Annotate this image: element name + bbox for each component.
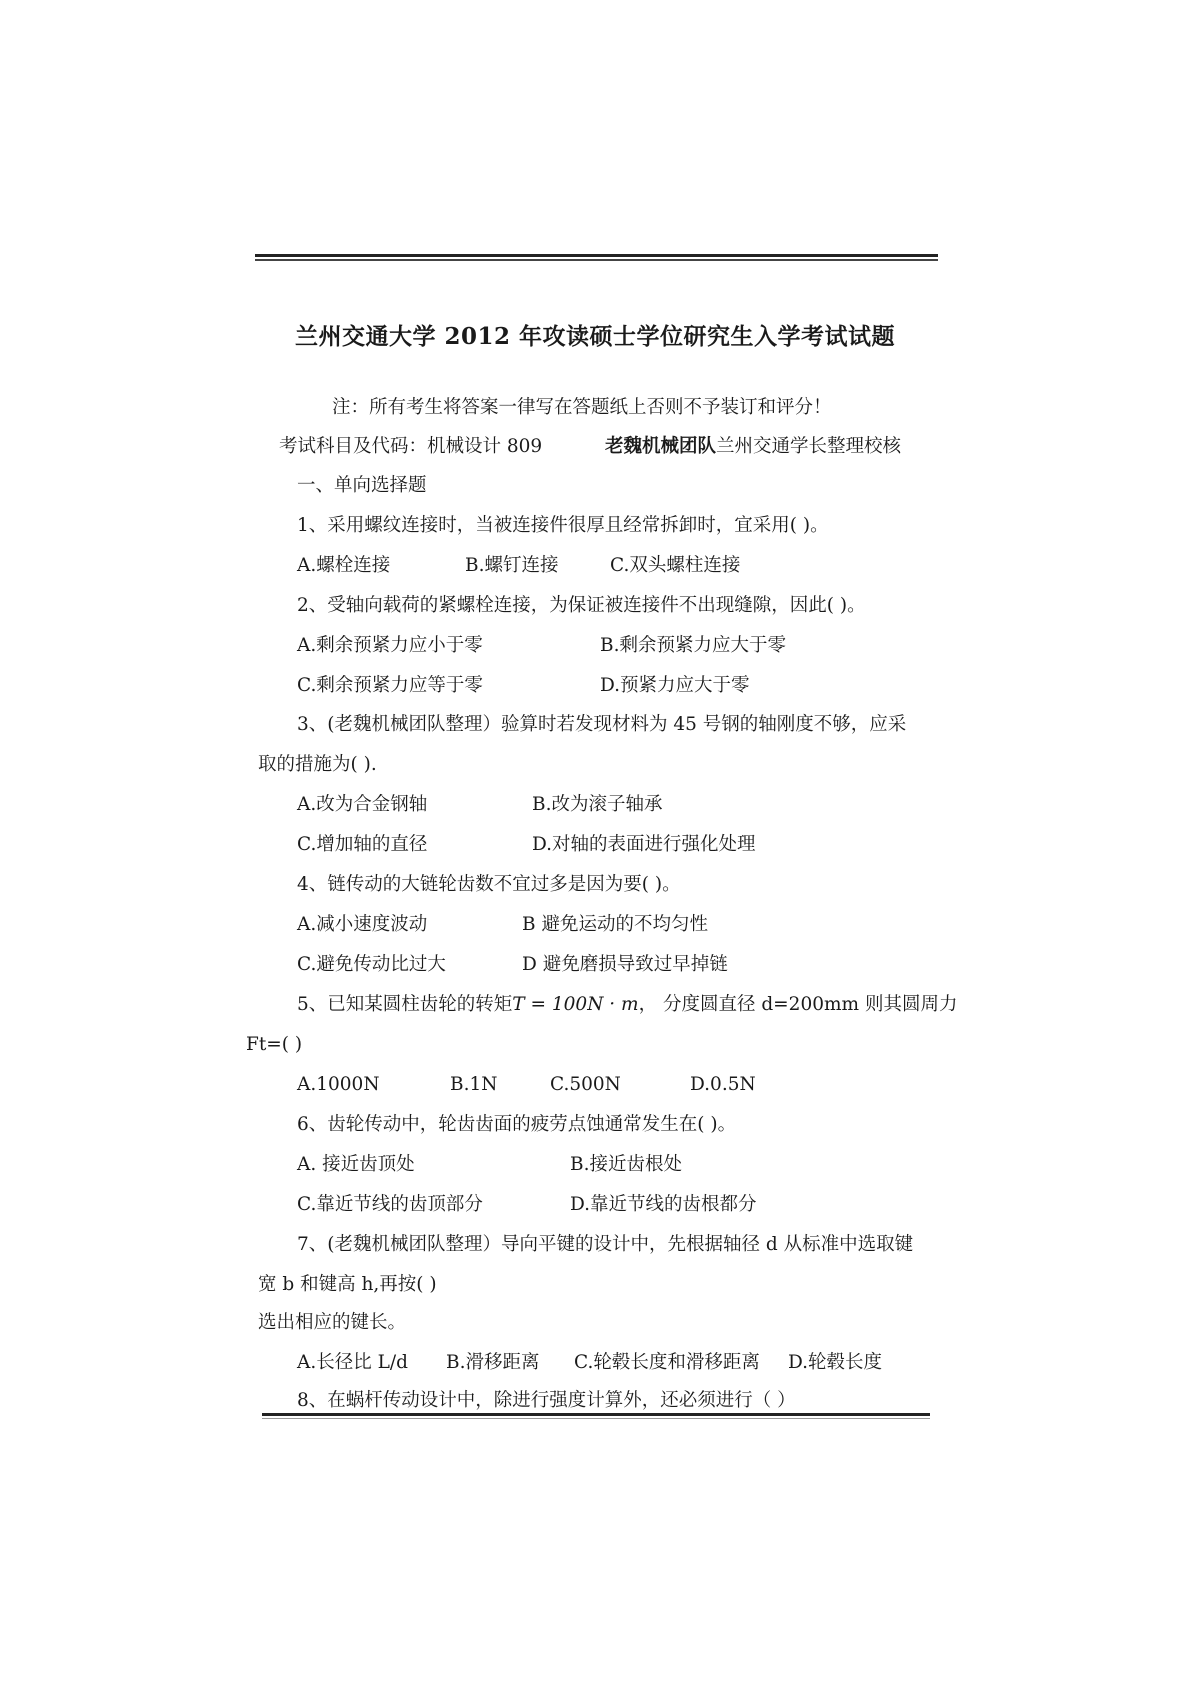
team-name: 老魏机械团队 — [605, 436, 717, 457]
q3-option-d: D.对轴的表面进行强化处理 — [532, 834, 756, 855]
q5-option-d: D.0.5N — [690, 1074, 756, 1095]
q4-option-a: A.减小速度波动 — [297, 914, 428, 935]
exam-note: 注：所有考生将答案一律写在答题纸上否则不予装订和评分！ — [332, 397, 832, 418]
question-7: 7、(老魏机械团队整理）导向平键的设计中，先根据轴径 d 从标准中选取键 — [297, 1234, 914, 1255]
team-note: 兰州交通学长整理校核 — [716, 436, 902, 457]
q2-option-c: C.剩余预紧力应等于零 — [297, 675, 483, 696]
question-5 — [297, 993, 957, 1017]
top-double-rule — [255, 254, 938, 261]
q6-option-d: D.靠近节线的齿根都分 — [570, 1194, 757, 1215]
q5-text-a: 5、已知某圆柱齿轮的转矩 — [297, 994, 513, 1015]
q4-option-b: B 避免运动的不均匀性 — [522, 914, 708, 935]
q5-option-b: B.1N — [450, 1074, 498, 1095]
q2-option-d: D.预紧力应大于零 — [600, 675, 750, 696]
bottom-rule — [262, 1413, 930, 1416]
question-2: 2、受轴向载荷的紧螺栓连接，为保证被连接件不出现缝隙，因此( )。 — [297, 595, 866, 616]
question-8: 8、在蜗杆传动设计中，除进行强度计算外，还必须进行（ ） — [297, 1390, 796, 1411]
q4-option-c: C.避免传动比过大 — [297, 954, 446, 975]
question-5-cont: Ft=( ) — [246, 1034, 303, 1055]
question-3-cont: 取的措施为( ). — [258, 754, 377, 775]
torque-formula: T = 100N · m — [512, 994, 639, 1015]
q3-option-c: C.增加轴的直径 — [297, 834, 428, 855]
q6-option-c: C.靠近节线的齿顶部分 — [297, 1194, 483, 1215]
q7-option-b: B.滑移距离 — [446, 1352, 540, 1373]
q2-option-b: B.剩余预紧力应大于零 — [600, 635, 786, 656]
question-1: 1、采用螺纹连接时，当被连接件很厚且经常拆卸时，宜采用( )。 — [297, 515, 829, 536]
page-title: 兰州交通大学 2012 年攻读硕士学位研究生入学考试试题 — [294, 323, 896, 350]
q7-option-c: C.轮毂长度和滑移距离 — [574, 1352, 760, 1373]
q3-option-b: B.改为滚子轴承 — [532, 794, 663, 815]
q1-option-b: B.螺钉连接 — [465, 555, 559, 576]
question-7-cont2: 选出相应的键长。 — [258, 1312, 407, 1333]
q7-option-a: A.长径比 L/d — [297, 1352, 408, 1373]
bottom-rule-thin — [262, 1418, 930, 1419]
q3-option-a: A.改为合金钢轴 — [297, 794, 428, 815]
subject-team-line — [605, 435, 901, 459]
q5-option-c: C.500N — [550, 1074, 621, 1095]
section-heading: 一、单向选择题 — [297, 475, 427, 496]
q5-option-a: A.1000N — [297, 1074, 380, 1095]
q4-option-d: D 避免磨损导致过早掉链 — [522, 954, 728, 975]
q7-option-d: D.轮毂长度 — [788, 1352, 883, 1373]
q5-text-b: ， 分度圆直径 d=200mm 则其圆周力 — [638, 994, 958, 1015]
q6-option-b: B.接近齿根处 — [570, 1154, 682, 1175]
question-3: 3、(老魏机械团队整理）验算时若发现材料为 45 号钢的轴刚度不够，应采 — [297, 714, 907, 735]
question-4: 4、链传动的大链轮齿数不宜过多是因为要( )。 — [297, 874, 681, 895]
q6-option-a: A. 接近齿顶处 — [297, 1154, 415, 1175]
q2-option-a: A.剩余预紧力应小于零 — [297, 635, 483, 656]
question-6: 6、齿轮传动中，轮齿齿面的疲劳点蚀通常发生在( )。 — [297, 1114, 737, 1135]
question-7-cont: 宽 b 和键高 h,再按( ) — [258, 1274, 437, 1295]
q1-option-a: A.螺栓连接 — [297, 555, 391, 576]
subject-label: 考试科目及代码：机械设计 809 — [279, 436, 543, 457]
q1-option-c: C.双头螺柱连接 — [610, 555, 741, 576]
